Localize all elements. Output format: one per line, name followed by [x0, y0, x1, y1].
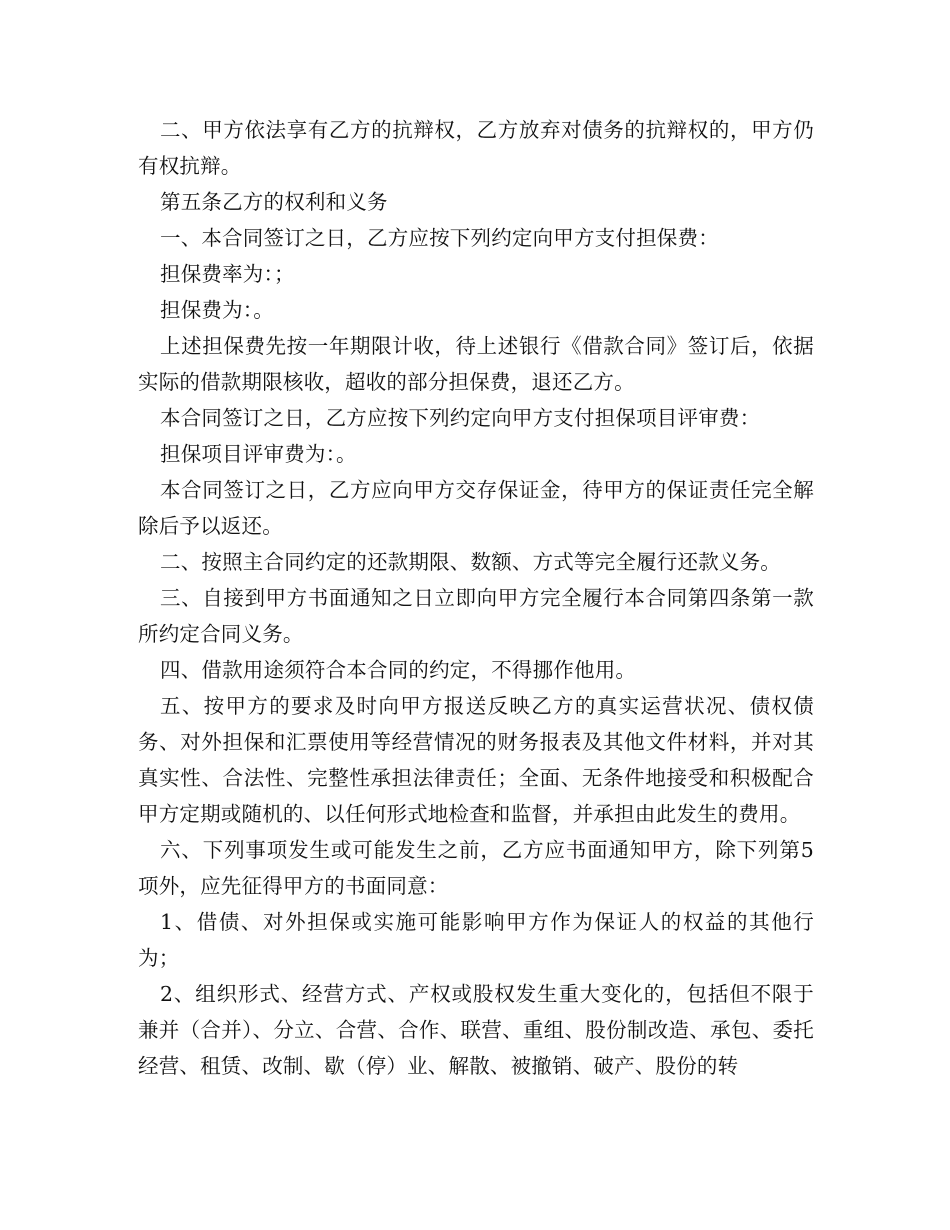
paragraph-repayment-obligation: 二、按照主合同约定的还款期限、数额、方式等完全履行还款义务。 — [160, 550, 781, 574]
paragraph-fee-calculation: 上述担保费先按一年期限计收，待上述银行《借款合同》签订后，依据实际的借款期限核收，超收的部分担保费，退还乙方。 — [138, 334, 814, 394]
section-heading-article-5: 第五条乙方的权利和义务 — [160, 190, 388, 214]
paragraph-fee-rate: 担保费率为：； — [160, 262, 295, 286]
paragraph-defense-right: 二、甲方依法享有乙方的抗辩权，乙方放弃对债务的抗辩权的，甲方仍有权抗辩。 — [138, 118, 814, 178]
paragraph-financial-reporting: 五、按甲方的要求及时向甲方报送反映乙方的真实运营状况、债权债务、对外担保和汇票使用等经营情况的财务报表及其他文件材料，并对其真实性、合法性、完整性承担法律责任；全面、无条件地接受和积极配合甲方定期或随机的、以任何形式地检查和监督，并承担由此发生的费用。 — [138, 694, 814, 826]
list-item-1: 1、借债、对外担保或实施可能影响甲方作为保证人的权益的其他行为； — [138, 910, 814, 970]
paragraph-deposit: 本合同签订之日，乙方应向甲方交存保证金，待甲方的保证责任完全解除后予以返还。 — [138, 478, 814, 538]
paragraph-review-fee-payment: 本合同签订之日，乙方应按下列约定向甲方支付担保项目评审费： — [160, 406, 761, 430]
paragraph-loan-purpose: 四、借款用途须符合本合同的约定，不得挪作他用。 — [160, 658, 637, 682]
paragraph-prior-notice: 六、下列事项发生或可能发生之前，乙方应书面通知甲方，除下列第5项外，应先征得甲方的书面同意： — [138, 838, 814, 898]
paragraph-notice-obligation: 三、自接到甲方书面通知之日立即向甲方完全履行本合同第四条第一款所约定合同义务。 — [138, 586, 814, 646]
paragraph-fee-amount: 担保费为：。 — [160, 298, 274, 322]
list-item-2: 2、组织形式、经营方式、产权或股权发生重大变化的，包括但不限于兼并（合并）、分立、合营、合作、联营、重组、股份制改造、承包、委托经营、租赁、改制、歇（停）业、解散、被撤销、破产、股份的转 — [138, 982, 814, 1078]
paragraph-review-fee-amount: 担保项目评审费为：。 — [160, 442, 357, 466]
paragraph-guarantee-fee-payment: 一、本合同签订之日，乙方应按下列约定向甲方支付担保费： — [160, 226, 719, 250]
document-body — [138, 112, 814, 1084]
